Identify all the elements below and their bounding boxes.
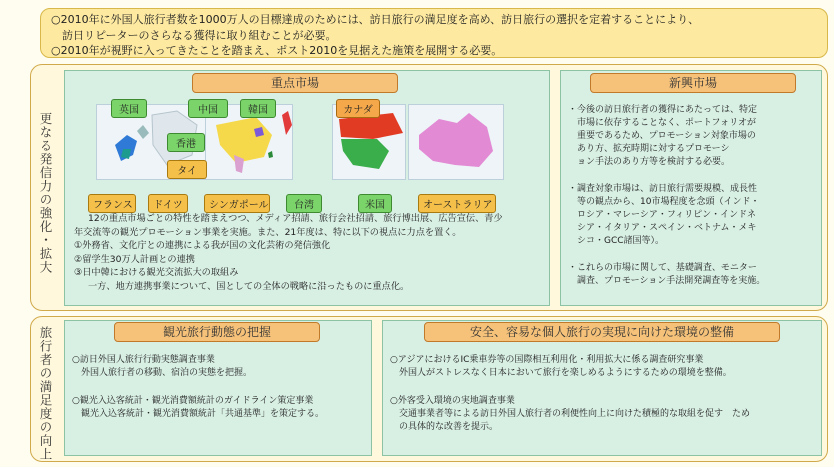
banner-line-1: ○2010年に外国人旅行者数を1000万人の目標達成のためには、訪日旅行の満足度を高め、訪日旅行の選択を定着することにより、 bbox=[51, 13, 700, 26]
tt-item-1: ○訪日外国人旅行行動実態調査事業 bbox=[72, 355, 215, 365]
banner-line-3: ○2010年が視野に入ってきたことを踏まえ、ポスト2010を見据えた施策を展開する必要。 bbox=[51, 44, 503, 57]
env-item-1b: 外国人がストレスなく日本において旅行を楽しめるようにするための環境を整備。 bbox=[390, 368, 732, 378]
label-korea: 韓国 bbox=[240, 99, 276, 118]
emerging-markets-text bbox=[568, 104, 820, 288]
australia-map bbox=[408, 104, 504, 180]
section-satisfaction-label: 旅行者の満足度の向上 bbox=[38, 326, 53, 461]
key-markets-title: 重点市場 bbox=[192, 73, 398, 93]
km-line-2: 年交流等の観光プロモーション事業を実施。また、21年度は、特に以下の視点に力点を置く。 bbox=[74, 226, 462, 238]
env-item-1: ○アジアにおけるIC乗車券等の国際相互利用化・利用拡大に係る調査研究事業 bbox=[390, 355, 704, 365]
env-item-2c: の具体的な改善を提示。 bbox=[390, 422, 499, 432]
env-item-2: ○外客受入環境の実地調査事業 bbox=[390, 396, 515, 406]
travel-trends-text bbox=[72, 354, 368, 421]
environment-title: 安全、容易な個人旅行の実現に向けた環境の整備 bbox=[424, 322, 780, 342]
label-canada: カナダ bbox=[336, 99, 380, 118]
em-p1-4: あり方、拡充時期に対するプロモーシ bbox=[568, 144, 730, 154]
section-promotion-label: 更なる発信力の強化・拡大 bbox=[38, 112, 53, 274]
environment-text bbox=[390, 354, 820, 434]
km-line-4: ②留学生30万人計画との連携 bbox=[74, 253, 195, 265]
label-china: 中国 bbox=[188, 99, 228, 118]
label-uk: 英国 bbox=[111, 99, 147, 118]
em-p2-2: 等の観点から、10市場程度を念頭（インド・ bbox=[568, 197, 760, 207]
tt-item-2: ○観光入込客統計・観光消費額統計のガイドライン策定事業 bbox=[72, 396, 314, 406]
label-hongkong: 香港 bbox=[167, 133, 205, 152]
travel-trends-title: 観光旅行動態の把握 bbox=[114, 322, 320, 342]
em-p2-4: シア・イタリア・スペイン・ベトナム・メキ bbox=[568, 223, 757, 233]
em-p2-1: ・調査対象市場は、訪日旅行需要規模、成長性 bbox=[568, 184, 758, 194]
env-item-2b: 交通事業者等による訪日外国人旅行者の利便性向上に向けた積極的な取組を促す ため bbox=[390, 409, 751, 419]
em-p2-3: ロシア・マレーシア・フィリピン・インドネ bbox=[568, 210, 757, 220]
banner-line-2: 訪日リピーターのさらなる獲得に取り組むことが必要。 bbox=[51, 28, 337, 42]
summary-banner bbox=[40, 8, 828, 58]
emerging-markets-title: 新興市場 bbox=[590, 73, 796, 93]
em-p1-2: 市場に依存することなく、ポートフォリオが bbox=[568, 118, 757, 128]
em-p1-3: 重要であるため、プロモーション対象市場の bbox=[568, 131, 756, 141]
em-p1-5: ョン手法のあり方等を検討する必要。 bbox=[568, 157, 731, 167]
tt-item-2b: 観光入込客統計・観光消費額統計「共通基準」を策定する。 bbox=[72, 409, 325, 419]
label-singapore: シンガポール bbox=[204, 194, 270, 213]
em-p3-1: ・これらの市場に関して、基礎調査、モニター bbox=[568, 263, 757, 273]
km-line-5: ③日中韓における観光交流拡大の取組み bbox=[74, 267, 239, 279]
km-line-1: 12の重点市場ごとの特性を踏まえつつ、メディア招請、旅行会社招請、旅行博出展、広告宣伝、青少 bbox=[88, 213, 503, 224]
em-p1-1: ・今後の訪日旅行者の獲得にあたっては、特定 bbox=[568, 105, 758, 115]
km-line-6: 一方、地方連携事業について、国としての全体の戦略に沿ったものに重点化。 bbox=[88, 280, 410, 292]
label-taiwan: 台湾 bbox=[286, 194, 322, 213]
label-france: フランス bbox=[88, 194, 136, 213]
label-germany: ドイツ bbox=[148, 194, 188, 213]
label-usa: 米国 bbox=[358, 194, 392, 213]
km-line-3: ①外務省、文化庁との連携による我が国の文化芸術の発信強化 bbox=[74, 240, 331, 252]
em-p2-5: シコ・GCC諸国等）。 bbox=[568, 236, 665, 246]
em-p3-2: 調査、プロモーション手法開発調査等を実施。 bbox=[568, 276, 766, 286]
tt-item-1b: 外国人旅行者の移動、宿泊の実態を把握。 bbox=[72, 368, 253, 378]
label-thailand: タイ bbox=[167, 160, 207, 179]
key-markets-description bbox=[74, 212, 548, 294]
label-australia: オーストラリア bbox=[418, 194, 496, 213]
